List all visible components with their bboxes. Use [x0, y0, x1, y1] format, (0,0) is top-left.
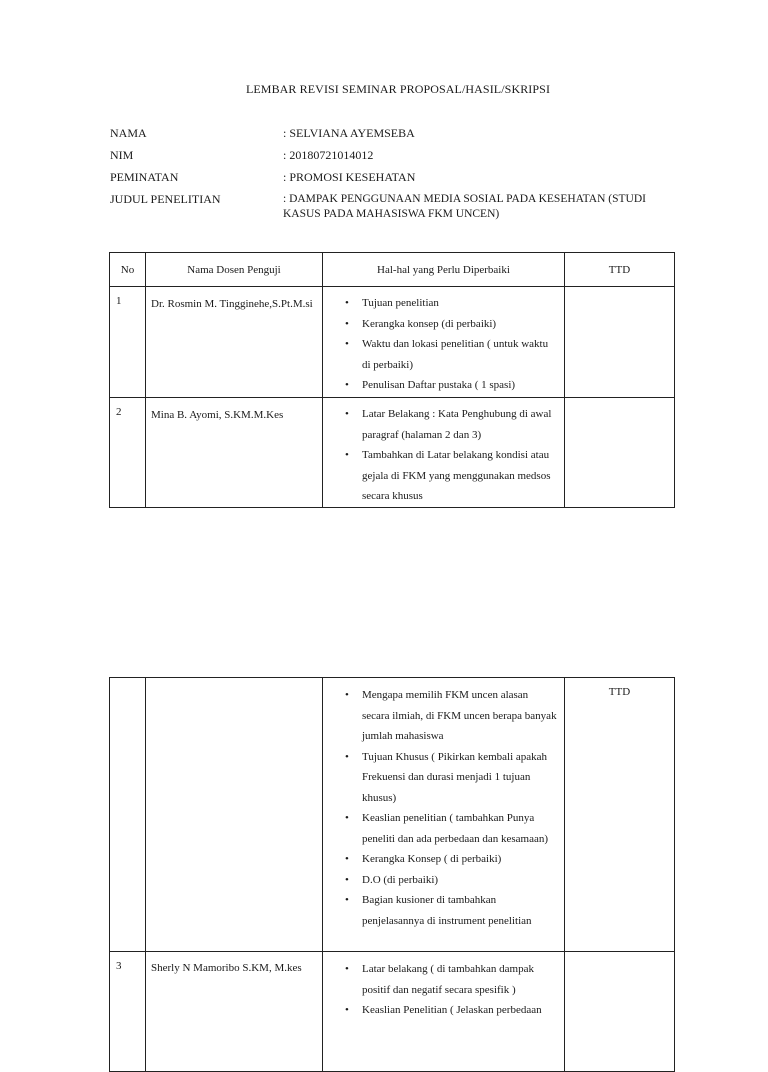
header-ttd: TTD: [565, 678, 675, 952]
header-ttd: TTD: [565, 253, 675, 287]
list-item: • Kerangka Konsep ( di perbaiki): [362, 849, 558, 870]
row-no: 3: [110, 952, 146, 1072]
row-examiner-name: Mina B. Ayomi, S.KM.M.Kes: [146, 398, 323, 508]
list-item: • Keaslian Penelitian ( Jelaskan perbedaan: [362, 1000, 558, 1021]
field-value-nim: : 20180721014012: [283, 148, 374, 162]
header-hal: Hal-hal yang Perlu Diperbaiki: [323, 253, 565, 287]
row-no: 1: [110, 287, 146, 398]
row-revision-items: [323, 398, 565, 508]
row-no: 2: [110, 398, 146, 508]
row-ttd: [565, 287, 675, 398]
list-item: • Waktu dan lokasi penelitian ( untuk waktu di perbaiki): [362, 334, 558, 375]
field-label-peminatan: PEMINATAN: [110, 170, 179, 184]
field-label-judul: JUDUL PENELITIAN: [110, 192, 221, 206]
document-title: LEMBAR REVISI SEMINAR PROPOSAL/HASIL/SKRIPSI: [245, 82, 551, 96]
field-value-peminatan: : PROMOSI KESEHATAN: [283, 170, 416, 184]
list-item: • Latar Belakang : Kata Penghubung di awal paragraf (halaman 2 dan 3): [362, 404, 558, 445]
list-item: • Keaslian penelitian ( tambahkan Punya peneliti dan ada perbedaan dan kesamaan): [362, 808, 558, 849]
table-row: [110, 678, 675, 952]
field-label-nim: NIM: [110, 148, 134, 162]
table-row: [110, 287, 675, 398]
list-item: • Penulisan Daftar pustaka ( 1 spasi): [362, 375, 558, 396]
header-name: Nama Dosen Penguji: [146, 253, 323, 287]
table-row: [110, 952, 675, 1072]
row-examiner-name: Sherly N Mamoribo S.KM, M.kes: [146, 952, 323, 1072]
list-item: • Bagian kusioner di tambahkan penjelasannya di instrument penelitian: [362, 890, 558, 931]
list-item: • Kerangka konsep (di perbaiki): [362, 314, 558, 335]
revision-table-2: [109, 677, 675, 1072]
row-ttd: [565, 398, 675, 508]
row-examiner-name: [146, 678, 323, 952]
row-revision-items: [323, 287, 565, 398]
list-item: • D.O (di perbaiki): [362, 870, 558, 891]
row-ttd: [565, 952, 675, 1072]
list-item: • Tambahkan di Latar belakang kondisi atau gejala di FKM yang menggunakan medsos secara khusus: [362, 445, 558, 507]
list-item: • Latar belakang ( di tambahkan dampak positif dan negatif secara spesifik ): [362, 959, 558, 1000]
list-item: • Tujuan Khusus ( Pikirkan kembali apakah Frekuensi dan durasi menjadi 1 tujuan khusus): [362, 747, 558, 809]
list-item: • Tujuan penelitian: [362, 293, 558, 314]
revision-table-1: [109, 252, 675, 508]
row-revision-items: [323, 678, 565, 952]
table-row: [110, 398, 675, 508]
list-item: • Mengapa memilih FKM uncen alasan secara ilmiah, di FKM uncen berapa banyak jumlah mahasiswa: [362, 685, 558, 747]
row-revision-items: [323, 952, 565, 1072]
header-no: No: [110, 253, 146, 287]
field-label-nama: NAMA: [110, 126, 147, 140]
row-examiner-name: Dr. Rosmin M. Tingginehe,S.Pt.M.si: [146, 287, 323, 398]
field-value-judul: : DAMPAK PENGGUNAAN MEDIA SOSIAL PADA KESEHATAN (STUDI KASUS PADA MAHASISWA FKM UNCEN): [283, 193, 646, 220]
table-header-row: [110, 253, 675, 287]
row-no: [110, 678, 146, 952]
field-value-nama: : SELVIANA AYEMSEBA: [283, 126, 415, 140]
